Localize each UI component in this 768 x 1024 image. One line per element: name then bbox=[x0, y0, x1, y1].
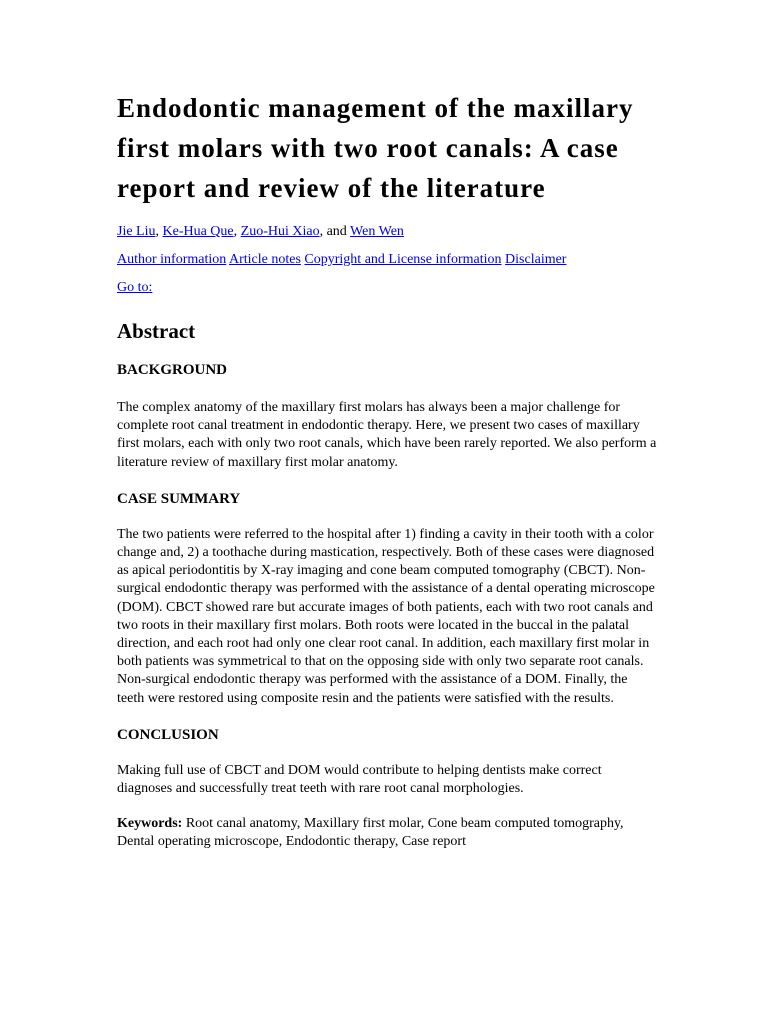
background-text: The complex anatomy of the maxillary first molars has always been a major challenge for complete root canal treatment in endodontic therapy. Here, we present two cases of maxillary first molars, each with only two root canals, which have been rarely reported. We also perform a literature review of maxillary first molar anatomy. bbox=[117, 400, 657, 470]
author-link-wen-wen[interactable]: Wen Wen bbox=[350, 224, 404, 239]
conclusion-heading: CONCLUSION bbox=[117, 726, 219, 743]
goto-link[interactable]: Go to: bbox=[117, 280, 153, 295]
author-link-ke-hua-que[interactable]: Ke-Hua Que bbox=[162, 224, 234, 239]
author-information-link[interactable]: Author information bbox=[117, 252, 227, 267]
article-notes-link[interactable]: Article notes bbox=[229, 252, 301, 267]
keywords-text: Root canal anatomy, Maxillary first molar, Cone beam computed tomography, Dental operating microscope, Endodontic therapy, Case report bbox=[117, 816, 624, 850]
author-link-zuo-hui-xiao[interactable]: Zuo-Hui Xiao bbox=[240, 224, 320, 239]
author-separator: , bbox=[233, 224, 241, 239]
article-title: Endodontic management of the maxillary first molars with two root canals: A case report and review of the literature bbox=[117, 93, 634, 203]
author-separator-and: , and bbox=[319, 224, 351, 239]
article-info-links bbox=[117, 250, 728, 270]
keywords-paragraph bbox=[117, 815, 657, 851]
background-heading: BACKGROUND bbox=[117, 362, 228, 378]
conclusion-text: Making full use of CBCT and DOM would contribute to helping dentists make correct diagnoses and successfully treat teeth with rare root canal morphologies. bbox=[117, 762, 602, 797]
disclaimer-link[interactable]: Disclaimer bbox=[505, 252, 567, 267]
abstract-heading: Abstract bbox=[117, 319, 196, 343]
author-list bbox=[117, 222, 728, 242]
author-link-jie-liu[interactable]: Jie Liu bbox=[117, 224, 156, 239]
copyright-license-link[interactable]: Copyright and License information bbox=[304, 252, 502, 267]
case-summary-heading: CASE SUMMARY bbox=[117, 490, 241, 507]
keywords-label: Keywords: bbox=[117, 816, 183, 832]
author-separator: , bbox=[155, 224, 163, 239]
goto-section bbox=[117, 278, 728, 298]
case-summary-text: The two patients were referred to the hospital after 1) finding a cavity in their tooth with a color change and, 2) a toothache during mastication, respectively. Both of these cases were diagnosed as apical periodontitis by X-ray imaging and cone beam computed tomography (CBCT). Non-surgical endodontic therapy was performed with the assistance of a dental operating microscope (DOM). CBCT showed rare but accurate images of both patients, each with two root canals and two roots in their maxillary first molars. Both roots were located in the buccal in the palatal direction, and each root had only one clear root canal. In addition, each maxillary first molar in both patients was symmetrical to that on the opposing side with only two separate root canals. Non-surgical endodontic therapy was performed with the assistance of a DOM. Finally, the teeth were restored using composite resin and the patients were satisfied with the results. bbox=[117, 526, 655, 706]
